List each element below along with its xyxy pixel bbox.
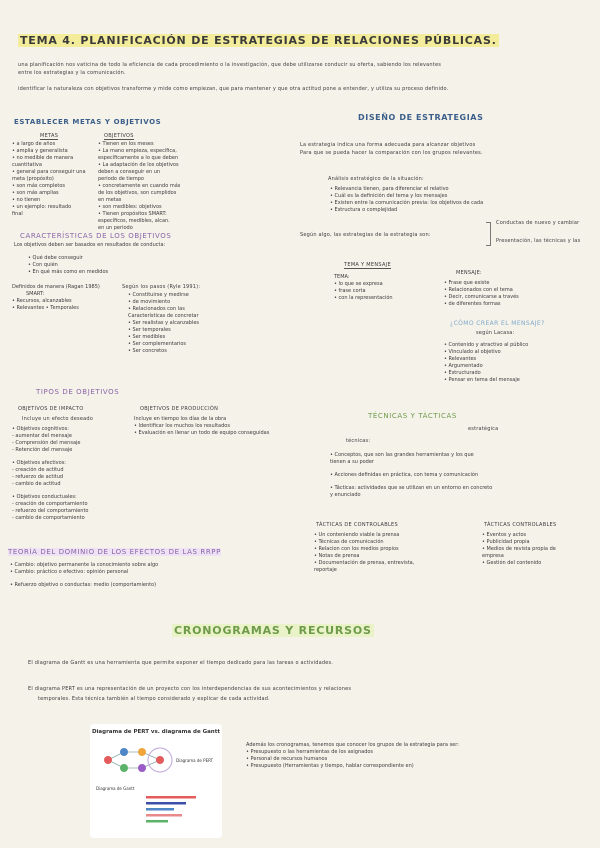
- list-item: • Vinculado al objetivo: [444, 349, 501, 355]
- list-item: periodo de tiempo: [98, 176, 144, 182]
- list-item: • frase corta: [334, 288, 366, 294]
- list-item: • Relacionados con el tema: [444, 287, 513, 293]
- list-item: • Relevantes • Temporales: [12, 305, 79, 311]
- list-item: - refuerzo del comportamiento: [12, 508, 89, 514]
- cronogramas-p2-line-1: El diagrama PERT es una representación de un proyecto con los interdependencias de sus acontecimientos y relaciones: [28, 686, 352, 692]
- tecnicas-list: [330, 452, 492, 499]
- list-item: • son medibles: objetivos: [98, 204, 162, 210]
- analisis-title: Análisis estratégico de la situación:: [328, 176, 424, 182]
- list-item: • un ejemplo: resultado: [12, 204, 72, 210]
- list-item: • Relevancia tienen, para diferenciar el relativo: [330, 186, 449, 192]
- mensaje-title: MENSAJE:: [456, 270, 482, 276]
- list-item: • Identificar los muchos los resultados: [134, 423, 230, 429]
- list-item: • Técnicas de comunicación: [314, 539, 384, 545]
- list-item: • Relacion con los medios propios: [314, 546, 399, 552]
- estrategia-tipo-b: Presentación, las técnicas y las: [496, 238, 581, 244]
- list-item: • Constituirse y medirse: [128, 292, 189, 298]
- list-item: • Qué debe conseguir: [28, 255, 83, 261]
- list-item: - aumentar del mensaje: [12, 433, 72, 439]
- list-item: y enunciado: [330, 492, 361, 498]
- list-item: • Frase que existe: [444, 280, 490, 286]
- list-item: • Cambio: práctico o efectivo: opinión personal: [10, 569, 129, 575]
- list-item: • Pensar en tema del mensaje: [444, 377, 520, 383]
- metas-list: [12, 141, 86, 218]
- cronogramas-p2-line-2: temporales. Esta técnica también al tiempo considerado y explicar de cada actividad.: [38, 696, 270, 702]
- list-item: • no medible de manera: [12, 155, 74, 161]
- list-item: • Presupuesto o las herramientas de los asignados: [246, 749, 374, 755]
- list-item: • Medios de revista propia de: [482, 546, 556, 552]
- list-item: • no tienen: [12, 197, 41, 203]
- list-item: cuantitativa: [12, 162, 42, 168]
- list-item: • Eventos y actos: [482, 532, 527, 538]
- teoria-list: [10, 562, 158, 589]
- heading-teoria: TEORÍA DEL DOMINIO DE LOS EFECTOS DE LAS RRPP: [8, 548, 221, 556]
- list-item: SMART:: [26, 291, 45, 297]
- list-item: • Refuerzo objetivo o conductas: medio (comportamiento): [10, 582, 157, 588]
- objetivos-list: [98, 141, 180, 232]
- list-item: • Decir, comunicarse a través: [444, 294, 519, 300]
- como-crear-title: ¿CÓMO CREAR EL MENSAJE?: [450, 320, 545, 327]
- list-item: • Tienen propósitos SMART:: [98, 211, 167, 217]
- heading-cronogramas: CRONOGRAMAS Y RECURSOS: [174, 624, 372, 637]
- list-item: • Un conteniendo viable la prensa: [314, 532, 400, 538]
- list-item: - Retención del mensaje: [12, 447, 73, 453]
- list-item: • Existen entre la comunicación previa: los objetivos de cada: [330, 200, 484, 206]
- produccion-list: [134, 416, 269, 437]
- list-item: • Presupuesto (Herramientas y tiempo, hablar correspondiente en): [246, 763, 414, 769]
- list-item: • Cambio: objetivo permanente la conocimiento sobre algo: [10, 562, 159, 568]
- image-title: Diagrama de PERT vs. diagrama de Gantt: [91, 729, 220, 735]
- list-item: • La mano empieza, específica,: [98, 148, 177, 154]
- tecnicas-aside: estratégica: [468, 426, 499, 432]
- list-item: final: [12, 211, 23, 217]
- list-item: específicamente a lo que deben: [98, 155, 179, 161]
- metas-title: METAS: [40, 133, 59, 139]
- list-item: Además los cronogramas, tenemos que conocer los grupos de la estrategia para ser:: [246, 742, 459, 748]
- list-item: - creación de comportamiento: [12, 501, 88, 507]
- list-item: deben a conseguir en un: [98, 169, 161, 175]
- list-item: • lo que se expresa: [334, 281, 383, 287]
- tema-mensaje-title: TEMA Y MENSAJE: [344, 262, 391, 268]
- list-item: • son más amplias: [12, 190, 59, 196]
- list-item: • de movimiento: [128, 299, 171, 305]
- gantt-label: Diagrama de Gantt: [96, 786, 135, 791]
- tacticas-trad-title: TÁCTICAS DE CONTROLABLES: [316, 522, 398, 528]
- list-item: • Argumentado: [444, 363, 483, 369]
- list-item: • Contenido y atractivo al público: [444, 342, 529, 348]
- impacto-title: OBJETIVOS DE IMPACTO: [18, 406, 84, 412]
- list-item: específicos, medibles, alcan.: [98, 218, 170, 224]
- ryle-list: [128, 292, 199, 355]
- list-item: • Con quién: [28, 262, 58, 268]
- diseno-intro-1: La estrategia indica una forma adecuada para alcanzar objetivos: [300, 142, 476, 148]
- list-item: • Notas de prensa: [314, 553, 360, 559]
- list-item: • Recursos, alcanzables: [12, 298, 72, 304]
- diseno-intro-2: Para que se pueda hacer la comparación con los grupos relevantes.: [300, 150, 483, 156]
- list-item: • Estructurado: [444, 370, 481, 376]
- ryle-title: Según los pasos (Ryle 1991):: [122, 284, 201, 290]
- estrategia-tipos-label: Según algo, las estrategias de la estrategia son:: [300, 232, 431, 238]
- estrategia-tipo-a: Conductas de nuevo y cambiar: [496, 220, 580, 226]
- list-item: empresa: [482, 553, 504, 559]
- list-item: - refuerzo de actitud: [12, 474, 64, 480]
- list-item: Características de concretar: [128, 313, 199, 319]
- list-item: - creación de actitud: [12, 467, 64, 473]
- list-item: • Evaluación en llenar un todo de equipo conseguidas: [134, 430, 270, 436]
- heading-tipos: TIPOS DE OBJETIVOS: [36, 388, 120, 396]
- tema-list: [334, 274, 393, 302]
- list-item: • Tienen en los meses: [98, 141, 154, 147]
- list-item: • con la representación: [334, 295, 393, 301]
- caracteristicas-list: [14, 242, 165, 276]
- list-item: • a largo de años: [12, 141, 56, 147]
- list-item: • son más completos: [12, 183, 66, 189]
- list-item: - cambio de actitud: [12, 481, 61, 487]
- list-item: Definidos de manera (Ragan 1985): [12, 284, 100, 290]
- list-item: • Ser realistas y alcanzables: [128, 320, 200, 326]
- impacto-sub: Incluye un efecto deseado: [22, 416, 94, 422]
- list-item: - cambio de comportamiento: [12, 515, 85, 521]
- como-crear-list: [444, 342, 528, 384]
- page-title: TEMA 4. PLANIFICACIÓN DE ESTRATEGIAS DE RELACIONES PÚBLICAS.: [20, 34, 497, 47]
- mensaje-list: [444, 280, 519, 308]
- list-item: • Documentación de prensa, entrevista,: [314, 560, 415, 566]
- list-item: • Cuál es la definición del tema y los mensajes: [330, 193, 448, 199]
- list-item: • Personal de recursos humanos: [246, 756, 328, 762]
- smart-list: [12, 284, 100, 312]
- heading-diseno: DISEÑO DE ESTRATEGIAS: [358, 113, 484, 122]
- list-item: • amplia y generalista: [12, 148, 68, 154]
- list-item: • de diferentes formas: [444, 301, 501, 307]
- heading-establecer: ESTABLECER METAS Y OBJETIVOS: [14, 118, 162, 126]
- list-item: en un periodo: [98, 225, 133, 231]
- list-item: en metas: [98, 197, 122, 203]
- list-item: • concretamente en cuando más: [98, 183, 181, 189]
- list-item: meta (propósito): [12, 176, 54, 182]
- list-item: • Ser concretos: [128, 348, 167, 354]
- list-item: • Relevantes: [444, 356, 477, 362]
- list-item: • Ser temporales: [128, 327, 171, 333]
- list-item: • Objetivos cognitivos:: [12, 426, 69, 432]
- list-item: • Acciones definidas en práctica, con tema y comunicación: [330, 472, 479, 478]
- como-crear-sub: según Lacasa:: [476, 330, 515, 336]
- list-item: Incluye en tiempo los días de la obra: [134, 416, 227, 422]
- list-item: • Estructura o complejidad: [330, 207, 398, 213]
- list-item: • Relacionados con las: [128, 306, 185, 312]
- objetivos-title: OBJETIVOS: [104, 133, 134, 139]
- heading-caracteristicas: CARACTERÍSTICAS DE LOS OBJETIVOS: [20, 232, 172, 240]
- tacticas-ctrl-list: [482, 532, 556, 567]
- list-item: • En qué más como en medidos: [28, 269, 109, 275]
- produccion-title: OBJETIVOS DE PRODUCCIÓN: [140, 406, 219, 412]
- list-item: • La adaptación de los objetivos: [98, 162, 179, 168]
- list-item: • general para conseguir una: [12, 169, 86, 175]
- cronogramas-p1: El diagrama de Gantt es una herramienta que permite exponer el tiempo dedicado para las tareas o actividades.: [28, 660, 334, 666]
- list-item: Los objetivos deben ser basados en resultados de conducta:: [14, 242, 166, 248]
- list-item: • Objetivos afectivos:: [12, 460, 66, 466]
- list-item: - Comprensión del mensaje: [12, 440, 81, 446]
- list-item: • Ser complementarios: [128, 341, 187, 347]
- pert-label: Diagrama de PERT: [176, 758, 214, 763]
- pert-gantt-image: [90, 724, 222, 838]
- intro-line-1: una planificación nos vaticina de todo la eficiencia de cada procedimiento o la investigación, que debe utilizarse conducir su oferta, sabiendo los relevantes: [18, 62, 442, 68]
- list-item: tienen a su poder: [330, 459, 374, 465]
- list-item: • Ser medibles: [128, 334, 166, 340]
- list-item: • Publicidad propia: [482, 539, 530, 545]
- list-item: • Tácticas: actividades que se utilizan en un entorno en concreto: [330, 485, 493, 491]
- list-item: • Objetivos conductuales:: [12, 494, 77, 500]
- analisis-list: [330, 186, 483, 214]
- recursos-list: [246, 742, 459, 770]
- list-item: de los objetivos, son cumplidos: [98, 190, 177, 196]
- list-item: • Gestión del contenido: [482, 560, 542, 566]
- list-item: • Conceptos, que son las grandes herramientas y los que: [330, 452, 474, 458]
- tecnicas-title: técnicas:: [346, 438, 371, 444]
- tacticas-trad-list: [314, 532, 414, 574]
- list-item: reportaje: [314, 567, 337, 573]
- tacticas-ctrl-title: TÁCTICAS CONTROLABLES: [484, 522, 557, 528]
- heading-tecnicas: TÉCNICAS Y TÁCTICAS: [368, 412, 457, 420]
- intro-line-2: entre los estrategias y la comunicación.: [18, 70, 126, 76]
- list-item: TEMA:: [334, 274, 350, 280]
- intro-line-3: identificar la naturaleza con objetivos transforme y mide como empiezan, que para mantener y que otra actitud pone a entender, y utiliza su proceso definido.: [18, 86, 449, 92]
- brace: [486, 222, 491, 246]
- impacto-list: [12, 426, 89, 522]
